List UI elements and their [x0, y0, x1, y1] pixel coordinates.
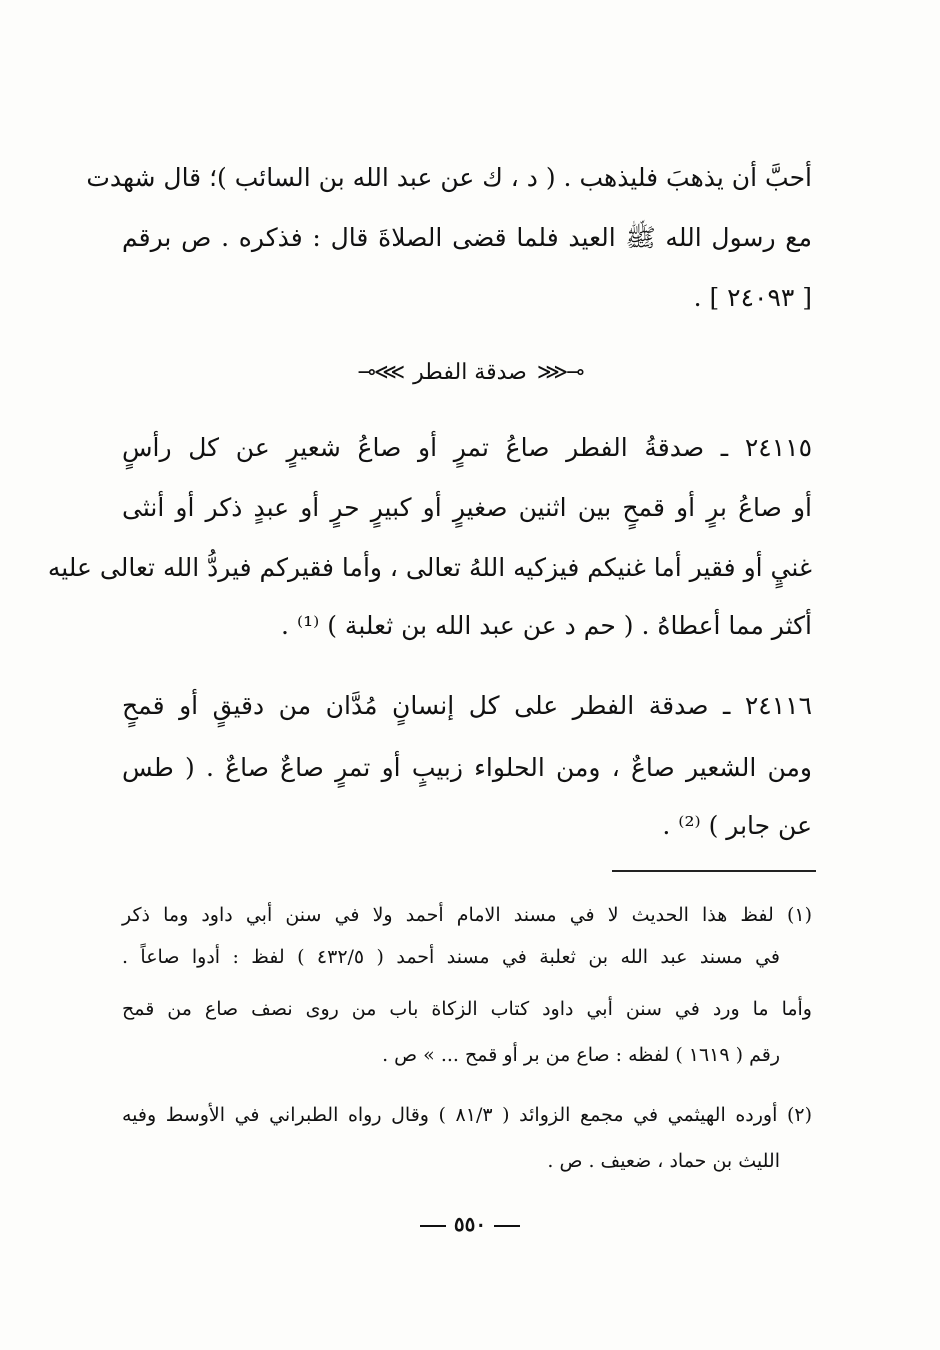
text-line: أكثر مما أعطاهُ . ( حم د عن عبد الله بن ثعلبة ) ⁽¹⁾ .	[281, 611, 812, 640]
footnote-line: الليث بن حماد ، ضعيف . ص .	[547, 1150, 780, 1172]
ornament-icon: ⊸⋘	[536, 359, 583, 385]
section-heading-title: صدقة الفطر	[413, 359, 527, 385]
footnote-divider	[612, 870, 816, 872]
text-line: أو صاعُ برٍ أو قمحٍ بين اثنين صغيرٍ أو كبيرٍ حرٍ أو عبدٍ ذكر أو أنثى	[122, 493, 812, 522]
ornament-icon: ⋙⟜	[357, 359, 404, 385]
footnote-line: (٢) أورده الهيثمي في مجمع الزوائد ( ٨١/٣ ) وقال رواه الطبراني في الأوسط وفيه	[122, 1104, 812, 1126]
text-line: أحبَّ أن يذهبَ فليذهب . ( د ، ك عن عبد الله بن السائب )؛ قال شهدت	[86, 163, 812, 192]
text-line: ومن الشعير صاعٌ ، ومن الحلواء زبيبٍ أو تمرٍ صاعٌ صاعٌ . ( طس	[122, 753, 812, 782]
text-line: ٢٤١١٥ ـ صدقةُ الفطر صاعُ تمرٍ أو صاعُ شعيرٍ عن كل رأسٍ	[122, 433, 812, 462]
text-line: غنيٍ أو فقير أما غنيكم فيزكيه اللهُ تعالى ، وأما فقيركم فيردُّ الله تعالى عليه	[47, 553, 812, 582]
footnote-line: رقم ( ١٦١٩ ) لفظه : صاع من بر أو قمح ... » ص .	[382, 1044, 780, 1066]
text-line: [ ٢٤٠٩٣ ] .	[693, 283, 812, 312]
text-line: ٢٤١١٦ ـ صدقة الفطر على كل إنسانٍ مُدَّان من دقيقٍ أو قمحٍ	[122, 691, 812, 720]
footnote-line: (١) لفظ هذا الحديث لا في مسند الامام أحمد ولا في سنن أبي داود وما ذكر	[122, 904, 812, 926]
page-number: ٥٥٠	[0, 1212, 940, 1236]
text-line: عن جابر ) ⁽²⁾ .	[662, 811, 812, 840]
text-line: مع رسول الله ﷺ العيد فلما قضى الصلاةَ قال : فذكره . ص برقم	[122, 223, 812, 252]
section-heading	[0, 350, 940, 394]
footnote-line: في مسند عبد الله بن ثعلبة في مسند أحمد ( ٤٣٢/٥ ) لفظ : أدوا صاعاً .	[122, 946, 780, 968]
footnote-line: وأما ما ورد في سنن أبي داود كتاب الزكاة باب من روى نصف صاع من قمح	[122, 998, 812, 1020]
